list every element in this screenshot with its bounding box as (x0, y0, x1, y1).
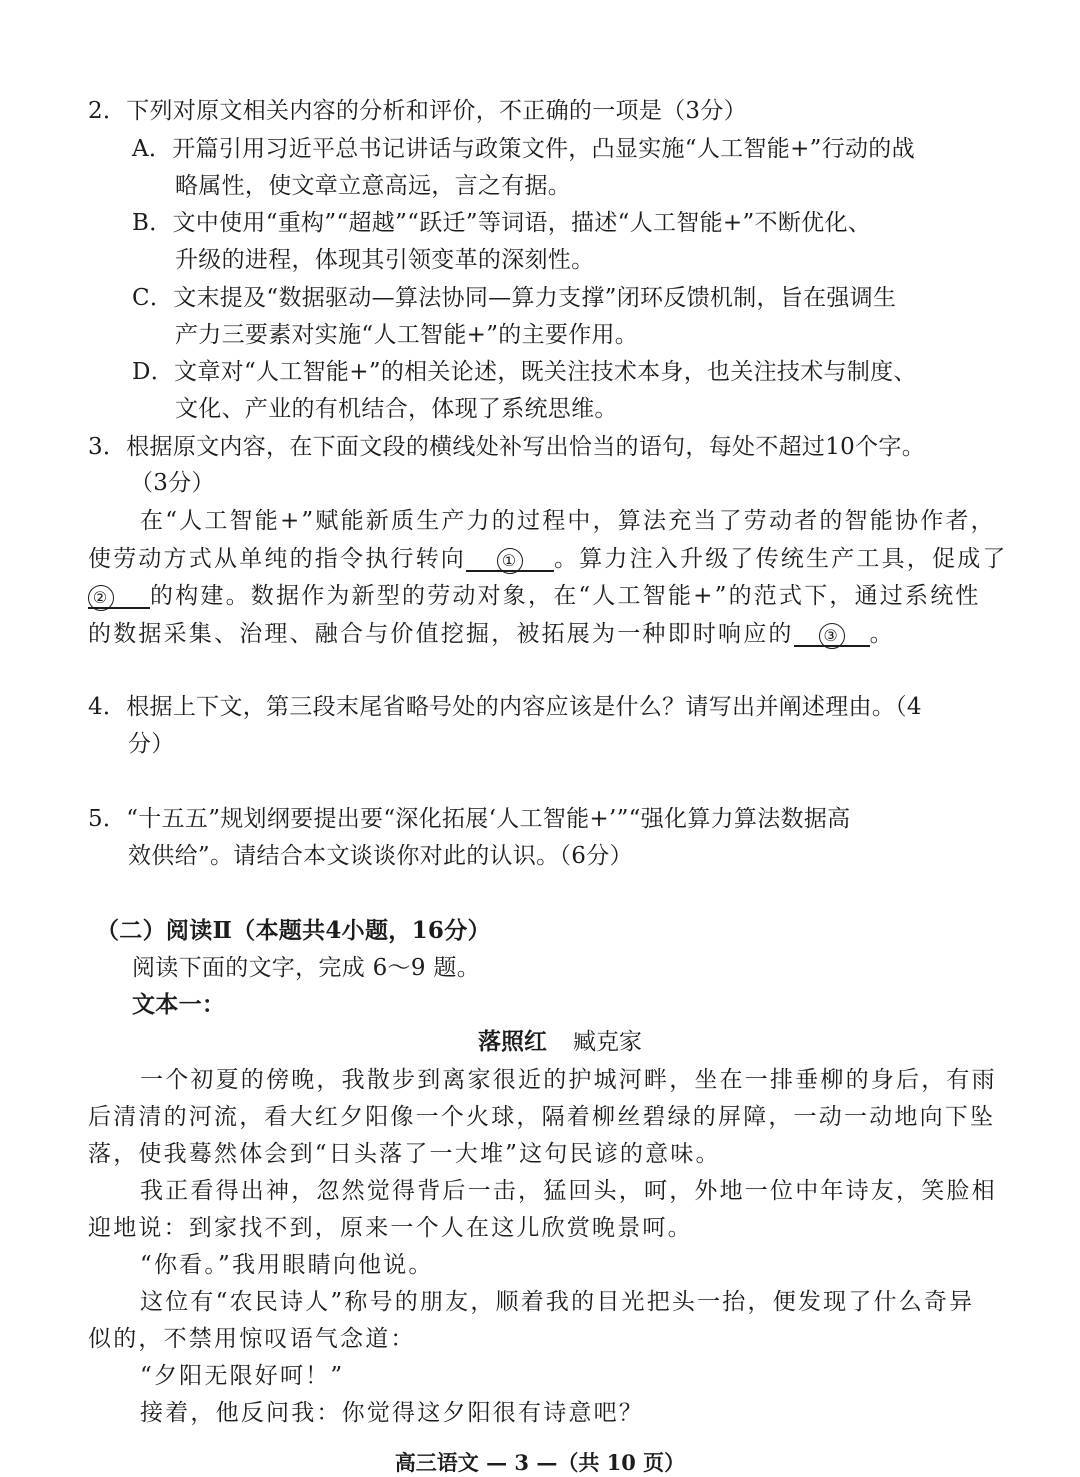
blank-1-marker: ① (497, 548, 523, 574)
q3-passage-line2-a: 使劳动方式从单纯的指令执行转向 (88, 546, 466, 572)
q2-option-a-line2: 略属性，使文章立意高远，言之有据。 (175, 173, 572, 199)
blank-2-marker: ② (88, 585, 114, 611)
q4-line1: 4．根据上下文，第三段末尾省略号处的内容应该是什么？请写出并阐述理由。（4 (88, 694, 922, 720)
q3-score: （3分） (130, 470, 215, 496)
q2-option-c-line2: 产力三要素对实施“人工智能+”的主要作用。 (175, 322, 639, 348)
q2-option-a-line1: A．开篇引用习近平总书记讲话与政策文件，凸显实施“人工智能+”行动的战 (132, 136, 915, 162)
section2-heading: （二）阅读Ⅱ（本题共4小题，16分） (96, 917, 491, 944)
q5-line2: 效供给”。请结合本文谈谈你对此的认识。（6分） (128, 843, 633, 869)
q3-passage-line2-b: 。算力注入升级了传统生产工具，促成了 (554, 546, 1008, 572)
q3-passage-line1: 在“人工智能+”赋能新质生产力的过程中，算法充当了劳动者的智能协作者， (140, 508, 996, 534)
page-footer: 高三语文 — 3 —（共 10 页） (394, 1450, 686, 1475)
story-line: 似的，不禁用惊叹语气念道： (88, 1326, 416, 1352)
q3-stem: 3．根据原文内容，在下面文段的横线处补写出恰当的语句，每处不超过10个字。 (88, 434, 925, 460)
q3-passage-line4-b: 。 (869, 621, 895, 647)
story-line: 后清清的河流，看大红夕阳像一个火球，隔着柳丝碧绿的屏障，一动一动地向下坠 (88, 1104, 996, 1130)
text-one-label: 文本一： (132, 991, 226, 1018)
story-line: 这位有“农民诗人”称号的朋友，顺着我的目光把头一抬，便发现了什么奇异 (140, 1289, 975, 1315)
q3-passage-line2 (88, 544, 1008, 574)
q2-option-c-line1: C．文末提及“数据驱动—算法协同—算力支撑”闭环反馈机制，旨在强调生 (132, 285, 897, 311)
q3-blank-2[interactable] (88, 581, 150, 609)
q4-line2: 分） (128, 731, 175, 757)
q3-passage-line4-a: 的数据采集、治理、融合与价值挖掘，被拓展为一种即时响应的 (88, 621, 794, 647)
blank-3-marker: ③ (819, 623, 845, 649)
story-title: 落照红 (478, 1028, 547, 1055)
story-line: 一个初夏的傍晚，我散步到离家很近的护城河畔，坐在一排垂柳的身后，有雨 (140, 1067, 997, 1093)
story-line: “你看。”我用眼睛向他说。 (140, 1252, 434, 1278)
q2-option-b-line1: B．文中使用“重构”“超越”“跃迁”等词语，描述“人工智能+”不断优化、 (132, 210, 872, 236)
q2-option-d-line1: D．文章对“人工智能+”的相关论述，既关注技术本身，也关注技术与制度、 (132, 359, 917, 385)
q2-option-b-line2: 升级的进程，体现其引领变革的深刻性。 (175, 247, 595, 273)
q2-stem: 2．下列对原文相关内容的分析和评价，不正确的一项是（3分） (88, 98, 747, 124)
story-author: 臧克家 (573, 1029, 642, 1055)
story-line: “夕阳无限好呵！” (140, 1363, 345, 1389)
story-heading (478, 1027, 642, 1057)
story-line: 落，使我蓦然体会到“日头落了一大堆”这句民谚的意味。 (88, 1141, 721, 1167)
q3-passage-line4 (88, 619, 895, 649)
story-line: 我正看得出神，忽然觉得背后一击，猛回头，呵，外地一位中年诗友，笑脸相 (140, 1178, 997, 1204)
story-line: 接着，他反问我：你觉得这夕阳很有诗意吧？ (140, 1400, 644, 1426)
q3-blank-1[interactable] (466, 544, 554, 572)
story-line: 迎地说：到家找不到，原来一个人在这儿欣赏晚景呵。 (88, 1215, 693, 1241)
q5-line1: 5．“十五五”规划纲要提出要“深化拓展‘人工智能+’”“强化算力算法数据高 (88, 806, 851, 832)
q3-blank-3[interactable] (794, 619, 870, 647)
q3-passage-line3-text: 的构建。数据作为新型的劳动对象，在“人工智能+”的范式下，通过系统性 (150, 583, 981, 609)
q3-passage-line3 (88, 581, 981, 611)
section2-instruction: 阅读下面的文字，完成 6～9 题。 (132, 955, 480, 981)
q2-option-d-line2: 文化、产业的有机结合，体现了系统思维。 (175, 396, 618, 422)
